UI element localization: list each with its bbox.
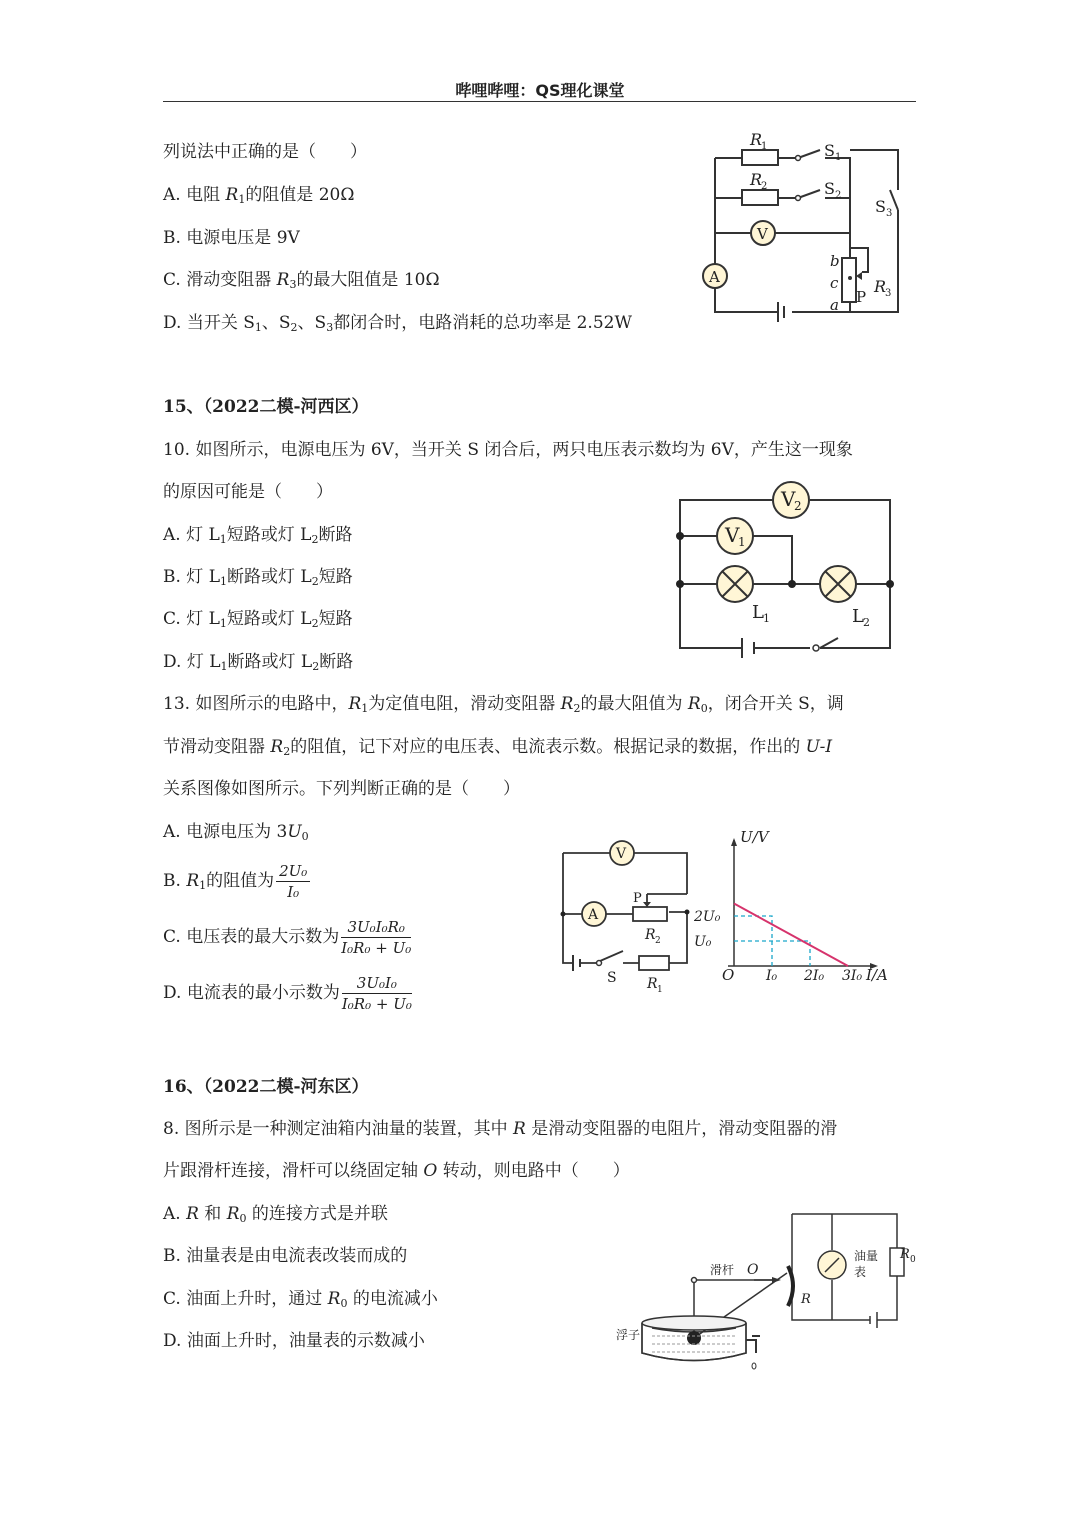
header-rule [163,101,916,102]
q-prev-option-d: D. 当开关 $S_1$、$S_2$、$S_3$都闭合时，电路消耗的总功率是 2.52W [163,313,632,334]
oil-meter-icon [818,1251,846,1279]
q-prev-option-a: A. 电阻 $R_1$的阻值是 20Ω [163,185,355,206]
svg-text:S: S [875,197,886,216]
battery-icon [778,302,784,322]
svg-text:S: S [824,141,835,160]
svg-text:2: 2 [761,181,768,192]
svg-text:P: P [856,288,867,306]
svg-text:1: 1 [738,535,746,549]
lamp-l2-icon [820,566,856,602]
x-axis-label: I/A [866,966,888,984]
svg-text:R: R [801,1292,811,1307]
q13-option-b: B. $R_1$的阻值为 $\frac{\text{2U₀}}{\text{I₀}}$ [163,858,310,904]
svg-text:0: 0 [910,1255,916,1265]
svg-text:A: A [709,268,720,286]
svg-text:2: 2 [655,936,661,946]
svg-text:a: a [830,296,839,314]
q-prev-stem: 列说法中正确的是（ ） [163,142,367,162]
svg-text:2: 2 [794,499,802,513]
y-tick-label: 2U₀ [694,909,721,925]
svg-text:2: 2 [835,190,842,201]
resistor-strip-icon [788,1266,793,1306]
q10-stem-line-2: 的原因可能是（ ） [163,482,333,502]
svg-text:1: 1 [835,152,842,163]
q8-stem-line-1: 8. 图所示是一种测定油箱内油量的装置，其中 R 是滑动变阻器的电阻片，滑动变阻器的滑 [163,1119,838,1139]
q10-option-b: B. 灯 $L_1$断路或灯 $L_2$短路 [163,567,353,588]
q8-option-a: A. R 和 $R_0$ 的连接方式是并联 [163,1204,388,1225]
oil-gauge-figure [612,1208,922,1378]
q13-stem-line-2: 节滑动变阻器 $R_2$的阻值，记下对应的电压表、电流表示数。根据记录的数据，作出的 U-I [163,737,833,758]
q13-option-a: A. 电源电压为 $3U_0$ [163,822,309,843]
q8-option-d: D. 油面上升时，油量表的示数减小 [163,1331,425,1351]
svg-text:L: L [752,602,764,623]
svg-text:R: R [900,1247,910,1262]
svg-text:R: R [750,170,763,189]
x-tick-label: I₀ [766,968,778,984]
battery-icon [742,638,754,658]
page-header: 哔哩哔哩：QS理化课堂 [455,81,625,100]
svg-text:R: R [647,976,658,992]
chart-series [734,904,848,967]
svg-text:2: 2 [863,616,870,629]
q-prev-option-b: B. 电源电压是 9V [163,228,300,248]
u-i-chart [694,826,900,986]
svg-text:1: 1 [763,612,770,625]
battery-icon [573,955,580,971]
oil-tank-icon [642,1316,746,1330]
svg-text:P: P [633,891,642,906]
battery-icon [870,1312,877,1328]
svg-text:L: L [852,606,864,627]
faucet-icon [746,1336,760,1353]
lamp-l1-icon [717,566,753,602]
svg-text:3: 3 [886,208,893,219]
section-16-heading: 16、（2022二模-河东区） [163,1077,369,1097]
q8-option-c: C. 油面上升时，通过 $R_0$ 的电流减小 [163,1289,438,1310]
svg-text:1: 1 [657,985,663,995]
x-tick-label: 2I₀ [804,968,825,984]
chart-guide-1 [734,916,772,966]
y-axis-label: U/V [740,828,769,846]
svg-text:表: 表 [854,1265,867,1279]
q8-stem-line-2: 片跟滑杆连接，滑杆可以绕固定轴 O 转动，则电路中（ ） [163,1161,630,1181]
x-tick-label: 3I₀ [842,968,863,984]
chart-series-line [734,904,848,967]
y-tick-label: U₀ [694,934,712,950]
svg-text:V: V [616,846,627,862]
q10-option-a: A. 灯 $L_1$短路或灯 $L_2$断路 [163,525,353,546]
q13-option-c: C. 电压表的最大示数为 $\frac{\text{3U₀I₀R₀}}{\text{I₀R₀ + U₀}}$ [163,918,412,957]
q13-option-d: D. 电流表的最小示数为 $\frac{\text{3U₀I₀}}{\text{I₀R₀ + U₀}}$ [163,974,412,1013]
svg-text:A: A [588,907,599,923]
origin-label: O [722,966,735,984]
circuit-figure-2 [670,474,900,674]
circuit-figure-3 [555,836,705,996]
q10-stem-line-1: 10. 如图所示，电源电压为 6V，当开关 S 闭合后，两只电压表示数均为 6V，产生这一现象 [163,440,853,460]
svg-text:V: V [725,523,740,547]
q-prev-option-c: C. 滑动变阻器 $R_3$的最大阻值是 10Ω [163,270,440,291]
q13-stem-line-3: 关系图像如图所示。下列判断正确的是（ ） [163,779,520,799]
q8-option-b: B. 油量表是由电流表改装而成的 [163,1246,408,1266]
svg-text:滑杆: 滑杆 [710,1263,735,1277]
svg-text:V: V [757,225,768,243]
svg-text:S: S [824,179,835,198]
svg-text:b: b [830,252,840,270]
circuit-figure-1 [690,130,930,330]
svg-text:油量: 油量 [854,1249,879,1263]
svg-text:R: R [645,927,656,943]
svg-text:R: R [874,277,887,296]
svg-text:O: O [747,1262,759,1278]
svg-text:c: c [830,274,839,292]
float-icon [687,1331,701,1345]
svg-text:V: V [781,487,796,511]
q13-stem-line-1: 13. 如图所示的电路中，$R_1$为定值电阻，滑动变阻器 $R_2$的最大阻值为 $R_0$，闭合开关 S，调 [163,694,844,715]
svg-text:3: 3 [885,288,892,299]
svg-text:R: R [750,130,763,149]
q10-option-c: C. 灯 $L_1$短路或灯 $L_2$短路 [163,609,353,630]
svg-text:浮子: 浮子 [616,1328,641,1342]
q10-option-d: D. 灯 $L_1$断路或灯 $L_2$断路 [163,652,354,673]
svg-text:S: S [607,970,617,986]
svg-text:1: 1 [761,141,768,152]
section-15-heading: 15、（2022二模-河西区） [163,397,369,417]
